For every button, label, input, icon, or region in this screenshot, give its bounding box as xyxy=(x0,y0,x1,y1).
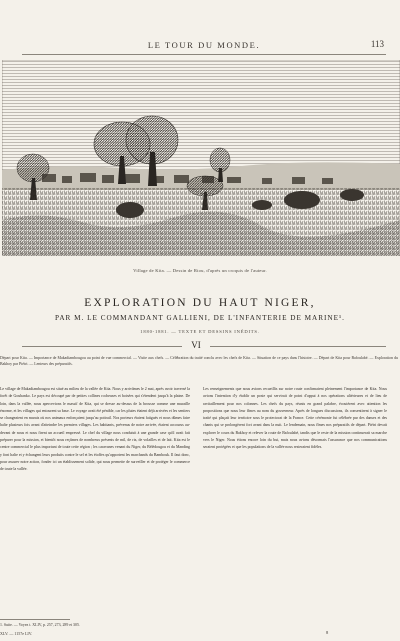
body-column-left: Le village de Makadiambougou est situé au milieu de la vallée de Kita. Nous y arrivâmes le 2 mai, après avoir traversé la forêt de Goubanko. Le pays est découpé par de petites collines rocheuses et boisées qui s'étendent jusqu'à la plaine. De loin, dans la vallée, nous apercevions le massif de Kita, qui se dresse au-dessus de la brousse comme une muraille énorme, et les villages qui entourent sa base. Le voyage avait été pénible, car les pluies étaient déjà arrivées et les sentiers se changeaient en marais où nos animaux enfonçaient jusqu'au poitrail. Nos porteurs étaient fatigués et nous dûmes faire halte plusieurs fois avant d'atteindre les premiers villages. Les habitants, prévenus de notre arrivée, étaient accourus au-devant de nous et nous firent un accueil empressé. Le chef du village nous conduisit à une grande case qu'il avait fait préparer pour la mission, et bientôt nous reçûmes de nombreux présents de mil, de riz, de volailles et de lait. Kita est le centre commercial le plus important de toute cette région ; les caravanes venant du Niger, du Bélédougou et du Manding y font halte et y échangent leurs produits contre le sel et les étoffes qu'apportent les marchands du Bambouk. Il faut donc, pour assurer notre action, fonder ici un établissement solide, qui nous permette de surveiller et de protéger le commerce de toute la vallée. xyxy=(0,387,190,472)
body-column-right: Les renseignements que nous avions recueillis sur notre route confirmaient pleinement l'importance de Kita. Nous avions l'intention d'y établir un poste qui servirait de point d'appui à nos opérations ultérieures et de lieu de ravitaillement pour nos colonnes. Les chefs du pays, réunis en grand palabre, écoutèrent avec attention les propositions que nous leur fîmes au nom du gouverneur. Après de longues discussions, ils consentirent à signer le traité qui plaçait leur territoire sous le protectorat de la France. Cette cérémonie fut célébrée par des danses et des chants qui se prolongèrent fort avant dans la nuit. Le lendemain, nous fîmes nos préparatifs de départ. Piétri devait explorer le cours du Bakhoy et relever la route de Bafoulabé, tandis que le reste de la mission continuerait sa marche vers le Niger. Nous étions encore loin du but, mais nous avions désormais l'assurance que nos communications seraient protégées et que les populations de la vallée nous resteraient fidèles. xyxy=(203,387,387,450)
sky xyxy=(2,60,400,180)
page-number: 113 xyxy=(370,39,384,49)
running-head xyxy=(22,40,386,52)
section-number: VI xyxy=(191,340,201,350)
article-title: EXPLORATION DU HAUT NIGER, xyxy=(84,297,316,309)
article-dates: 1880-1881. — TEXTE ET DESSINS INÉDITS. xyxy=(140,329,260,334)
running-title: LE TOUR DU MONDE. xyxy=(147,40,261,50)
chapter-summary: Départ pour Kita. — Importance de Makadiambougou au point de vue commercial. — Visite aux chefs. — Célébration du traité conclu avec les chefs de Kita. — Situation de ce pays dans l'histoire. — Départ de Kita pour Bafoulabé. — Exploration du Bakhoy par Piétri. — Lenteurs des préparatifs. xyxy=(0,356,398,367)
printer-signature: XLV. — 1157e LIV. xyxy=(0,631,33,636)
article-byline: PAR M. LE COMMANDANT GALLIENI, DE L'INFANTERIE DE MARINE¹. xyxy=(55,314,345,322)
signature-mark: 8 xyxy=(326,630,329,635)
illustration-caption: Village de Kita. — Dessin de Riou, d'après un croquis de l'auteur. xyxy=(133,268,267,273)
header-rule xyxy=(22,54,386,55)
section-rule-right xyxy=(210,346,386,347)
engraving-illustration xyxy=(2,60,400,256)
footnote-rule xyxy=(0,619,70,620)
footnote: 1. Suite. — Voyez t. XLIV, p. 257, 273, 289 et 305. xyxy=(0,623,80,627)
section-rule-left xyxy=(22,346,182,347)
